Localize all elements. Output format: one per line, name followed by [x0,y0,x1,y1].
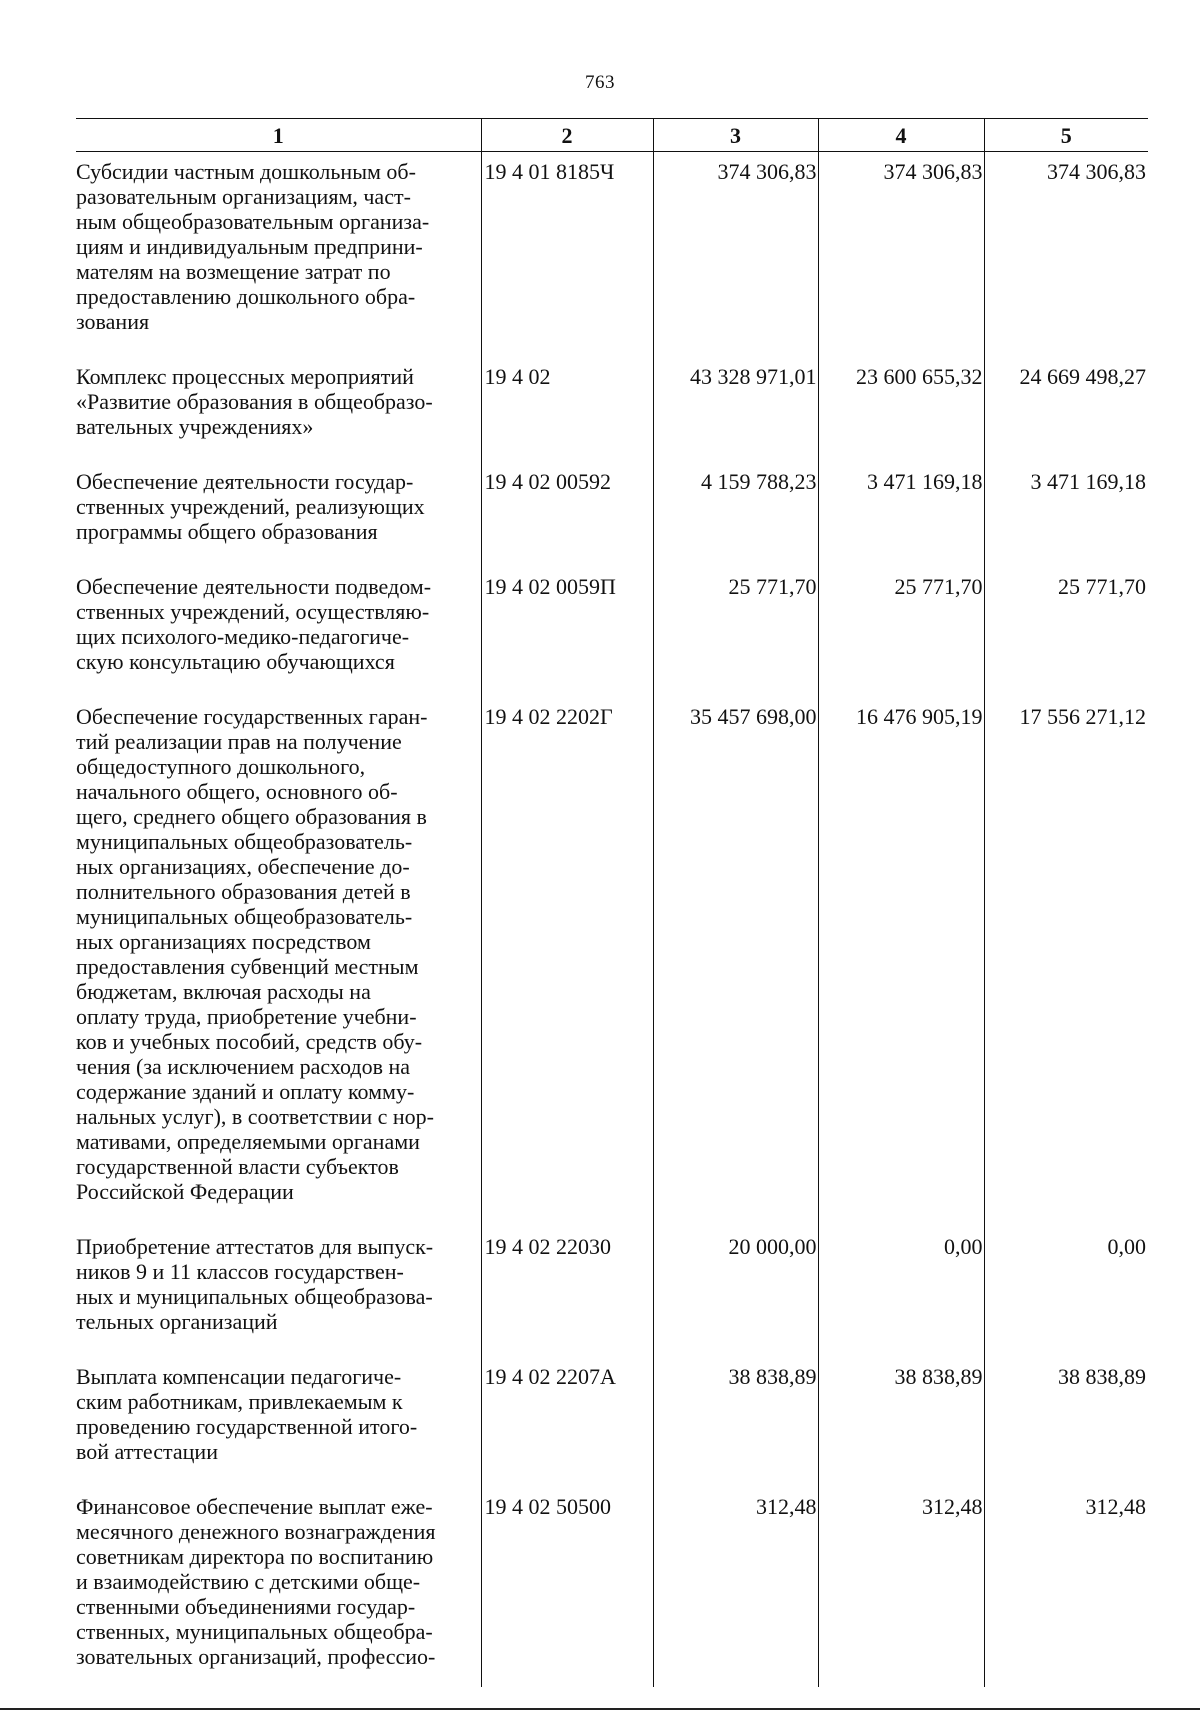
table-row [76,1225,1148,1355]
row-value-col-4: 38 838,89 [818,1355,984,1485]
row-value-col-4: 23 600 655,32 [818,355,984,460]
row-name-line: муниципальных общеобразователь- [76,829,413,854]
row-name-line: щих психолого-медико-педагогиче- [76,624,410,649]
row-name-line: зования [76,309,150,334]
row-name-line: оплату труда, приобретение учебни- [76,1004,417,1029]
row-name-cell [76,152,481,356]
row-name-line: и взаимодействию с детскими обще- [76,1569,421,1594]
row-name-cell [76,460,481,565]
row-name-line: содержание зданий и оплату комму- [76,1079,415,1104]
table-row [76,695,1148,1225]
table-row [76,1485,1148,1687]
row-name-line: бюджетам, включая расходы на [76,979,371,1004]
row-value-col-4: 25 771,70 [818,565,984,695]
row-name-line: Российской Федерации [76,1179,294,1204]
row-name-line: щего, среднего общего образования в [76,804,427,829]
row-code-cell: 19 4 02 2202Г [481,695,653,1225]
row-name-cell [76,1225,481,1355]
row-name-line: тельных организаций [76,1309,278,1334]
row-name-line: зовательных организаций, профессио- [76,1644,436,1669]
column-header-5: 5 [984,119,1148,152]
column-header-3: 3 [653,119,818,152]
row-name-line: вательных учреждениях» [76,414,314,439]
row-name-line: ным общеобразовательным организа- [76,209,430,234]
row-name-line: Субсидии частным дошкольным об- [76,159,416,184]
row-value-col-5: 3 471 169,18 [984,460,1148,565]
row-name-line: ским работникам, привлекаемым к [76,1389,403,1414]
table-row [76,152,1148,356]
row-value-col-5: 38 838,89 [984,1355,1148,1485]
row-value-col-5: 374 306,83 [984,152,1148,356]
row-value-col-5: 24 669 498,27 [984,355,1148,460]
row-value-col-3: 20 000,00 [653,1225,818,1355]
row-name-line: общедоступного дошкольного, [76,754,366,779]
row-value-col-4: 3 471 169,18 [818,460,984,565]
row-name-line: «Развитие образования в общеобразо- [76,389,433,414]
row-name-line: ных организациях, обеспечение до- [76,854,410,879]
row-code-cell: 19 4 02 0059П [481,565,653,695]
header-row [76,119,1148,152]
row-code-cell: 19 4 02 00592 [481,460,653,565]
row-name-line: нальных услуг), в соответствии с нор- [76,1104,434,1129]
row-name-cell [76,1485,481,1687]
row-name-line: тий реализации прав на получение [76,729,402,754]
scan-edge-line [0,1708,1200,1710]
row-name-line: Обеспечение деятельности государ- [76,469,414,494]
row-value-col-5: 25 771,70 [984,565,1148,695]
row-value-col-3: 312,48 [653,1485,818,1687]
row-name-line: ков и учебных пособий, средств обу- [76,1029,423,1054]
row-name-line: чения (за исключением расходов на [76,1054,411,1079]
column-header-1: 1 [76,119,481,152]
row-name-line: месячного денежного вознаграждения [76,1519,436,1544]
row-name-line: разовательным организациям, част- [76,184,411,209]
budget-table [76,118,1148,1687]
row-name-line: муниципальных общеобразователь- [76,904,413,929]
row-name-line: ных и муниципальных общеобразова- [76,1284,433,1309]
row-value-col-3: 43 328 971,01 [653,355,818,460]
table-row [76,565,1148,695]
row-name-line: проведению государственной итого- [76,1414,418,1439]
row-code-cell: 19 4 01 8185Ч [481,152,653,356]
row-value-col-4: 374 306,83 [818,152,984,356]
row-name-line: ственных учреждений, реализующих [76,494,425,519]
row-name-line: советникам директора по воспитанию [76,1544,434,1569]
row-value-col-4: 16 476 905,19 [818,695,984,1225]
row-name-line: ников 9 и 11 классов государствен- [76,1259,404,1284]
row-name-line: Обеспечение государственных гаран- [76,704,428,729]
table-row [76,1355,1148,1485]
row-name-line: циям и индивидуальным предприни- [76,234,423,259]
row-name-line: скую консультацию обучающихся [76,649,395,674]
row-name-line: Обеспечение деятельности подведом- [76,574,432,599]
row-name-line: полнительного образования детей в [76,879,411,904]
row-code-cell: 19 4 02 [481,355,653,460]
column-header-4: 4 [818,119,984,152]
row-value-col-4: 312,48 [818,1485,984,1687]
row-name-line: Приобретение аттестатов для выпуск- [76,1234,434,1259]
row-code-cell: 19 4 02 22030 [481,1225,653,1355]
row-name-cell [76,565,481,695]
row-name-line: мателям на возмещение затрат по [76,259,391,284]
row-value-col-3: 4 159 788,23 [653,460,818,565]
row-value-col-4: 0,00 [818,1225,984,1355]
row-value-col-5: 312,48 [984,1485,1148,1687]
row-value-col-5: 17 556 271,12 [984,695,1148,1225]
row-name-line: ственными объединениями государ- [76,1594,416,1619]
row-name-cell [76,695,481,1225]
row-name-cell [76,1355,481,1485]
row-name-line: ственных, муниципальных общеобра- [76,1619,433,1644]
row-value-col-3: 25 771,70 [653,565,818,695]
row-name-line: вой аттестации [76,1439,218,1464]
row-value-col-3: 374 306,83 [653,152,818,356]
row-name-line: предоставления субвенций местным [76,954,419,979]
row-value-col-3: 38 838,89 [653,1355,818,1485]
row-value-col-3: 35 457 698,00 [653,695,818,1225]
row-name-cell [76,355,481,460]
page-number: 763 [585,72,615,93]
row-value-col-5: 0,00 [984,1225,1148,1355]
row-name-line: начального общего, основного об- [76,779,398,804]
row-name-line: Выплата компенсации педагогиче- [76,1364,402,1389]
row-name-line: мативами, определяемыми органами [76,1129,420,1154]
table-row [76,355,1148,460]
row-code-cell: 19 4 02 2207А [481,1355,653,1485]
row-name-line: ственных учреждений, осуществляю- [76,599,430,624]
column-header-2: 2 [481,119,653,152]
row-name-line: программы общего образования [76,519,378,544]
table-body [76,152,1148,1688]
table-row [76,460,1148,565]
row-name-line: предоставлению дошкольного обра- [76,284,416,309]
row-name-line: Финансовое обеспечение выплат еже- [76,1494,433,1519]
row-name-line: ных организациях посредством [76,929,371,954]
row-code-cell: 19 4 02 50500 [481,1485,653,1687]
row-name-line: Комплекс процессных мероприятий [76,364,414,389]
row-name-line: государственной власти субъектов [76,1154,399,1179]
table-header [76,119,1148,152]
